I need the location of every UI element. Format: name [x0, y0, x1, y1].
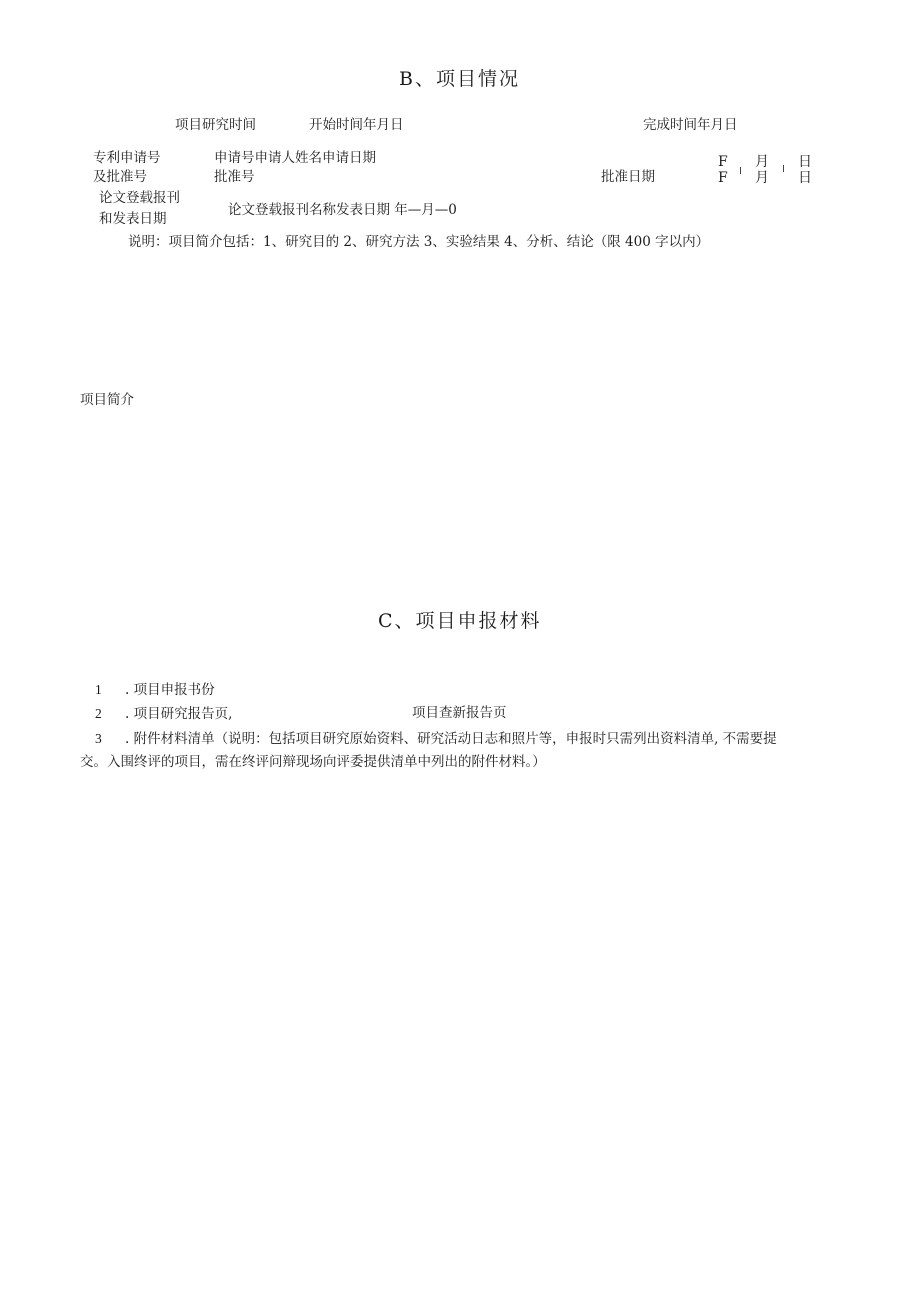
paper-fields: 论文登载报刊名称发表日期 年—月—0	[228, 202, 457, 218]
item-number: 2	[95, 706, 102, 721]
material-item-3-continuation: 交。入围终评的项目，需在终评问辩现场向评委提供清单中列出的附件材料。）	[80, 754, 546, 770]
date-day-top: 日	[798, 154, 812, 170]
paper-label-line2: 和发表日期	[99, 211, 167, 227]
item-text: . 附件材料清单（说明：包括项目研究原始资料、研究活动日志和照片等，申报时只需列出资料清单, 不需要提	[125, 731, 777, 747]
date-separator-tick	[783, 165, 784, 172]
date-day-bottom: 日	[798, 170, 812, 186]
paper-label-line1: 论文登载报刊	[99, 190, 180, 206]
item-text: . 项目申报书份	[125, 682, 215, 698]
date-year-bottom: F	[718, 170, 728, 186]
section-c-title: C、项目申报材料	[378, 610, 542, 632]
patent-label-line1: 专利申请号	[93, 150, 161, 166]
item-number: 1	[95, 682, 102, 697]
approval-date-label: 批准日期	[601, 169, 655, 185]
material-item-1	[95, 683, 215, 698]
item-number: 3	[95, 731, 102, 746]
research-time-label: 项目研究时间	[175, 117, 256, 133]
patent-fields-line2: 批准号	[214, 169, 255, 185]
item-text: . 项目研究报告页,	[125, 706, 233, 722]
patent-fields-line1: 申请号申请人姓名申请日期	[214, 150, 376, 166]
date-month-top: 月	[755, 154, 769, 170]
end-time-field: 完成时间年月日	[643, 117, 738, 133]
material-item-2-extra: 项目查新报告页	[412, 705, 507, 721]
start-time-field: 开始时间年月日	[309, 117, 404, 133]
patent-label-line2: 及批准号	[93, 169, 147, 185]
date-month-bottom: 月	[755, 170, 769, 186]
date-year-top: F	[718, 154, 728, 170]
section-b-title: B、项目情况	[399, 68, 520, 90]
date-separator-tick	[740, 167, 741, 174]
material-item-3	[95, 732, 777, 747]
project-summary-label: 项目简介	[80, 392, 134, 408]
material-item-2	[95, 707, 232, 722]
summary-note: 说明：项目简介包括：1、研究目的 2、研究方法 3、实验结果 4、分析、结论（限 400 字以内）	[128, 234, 710, 250]
